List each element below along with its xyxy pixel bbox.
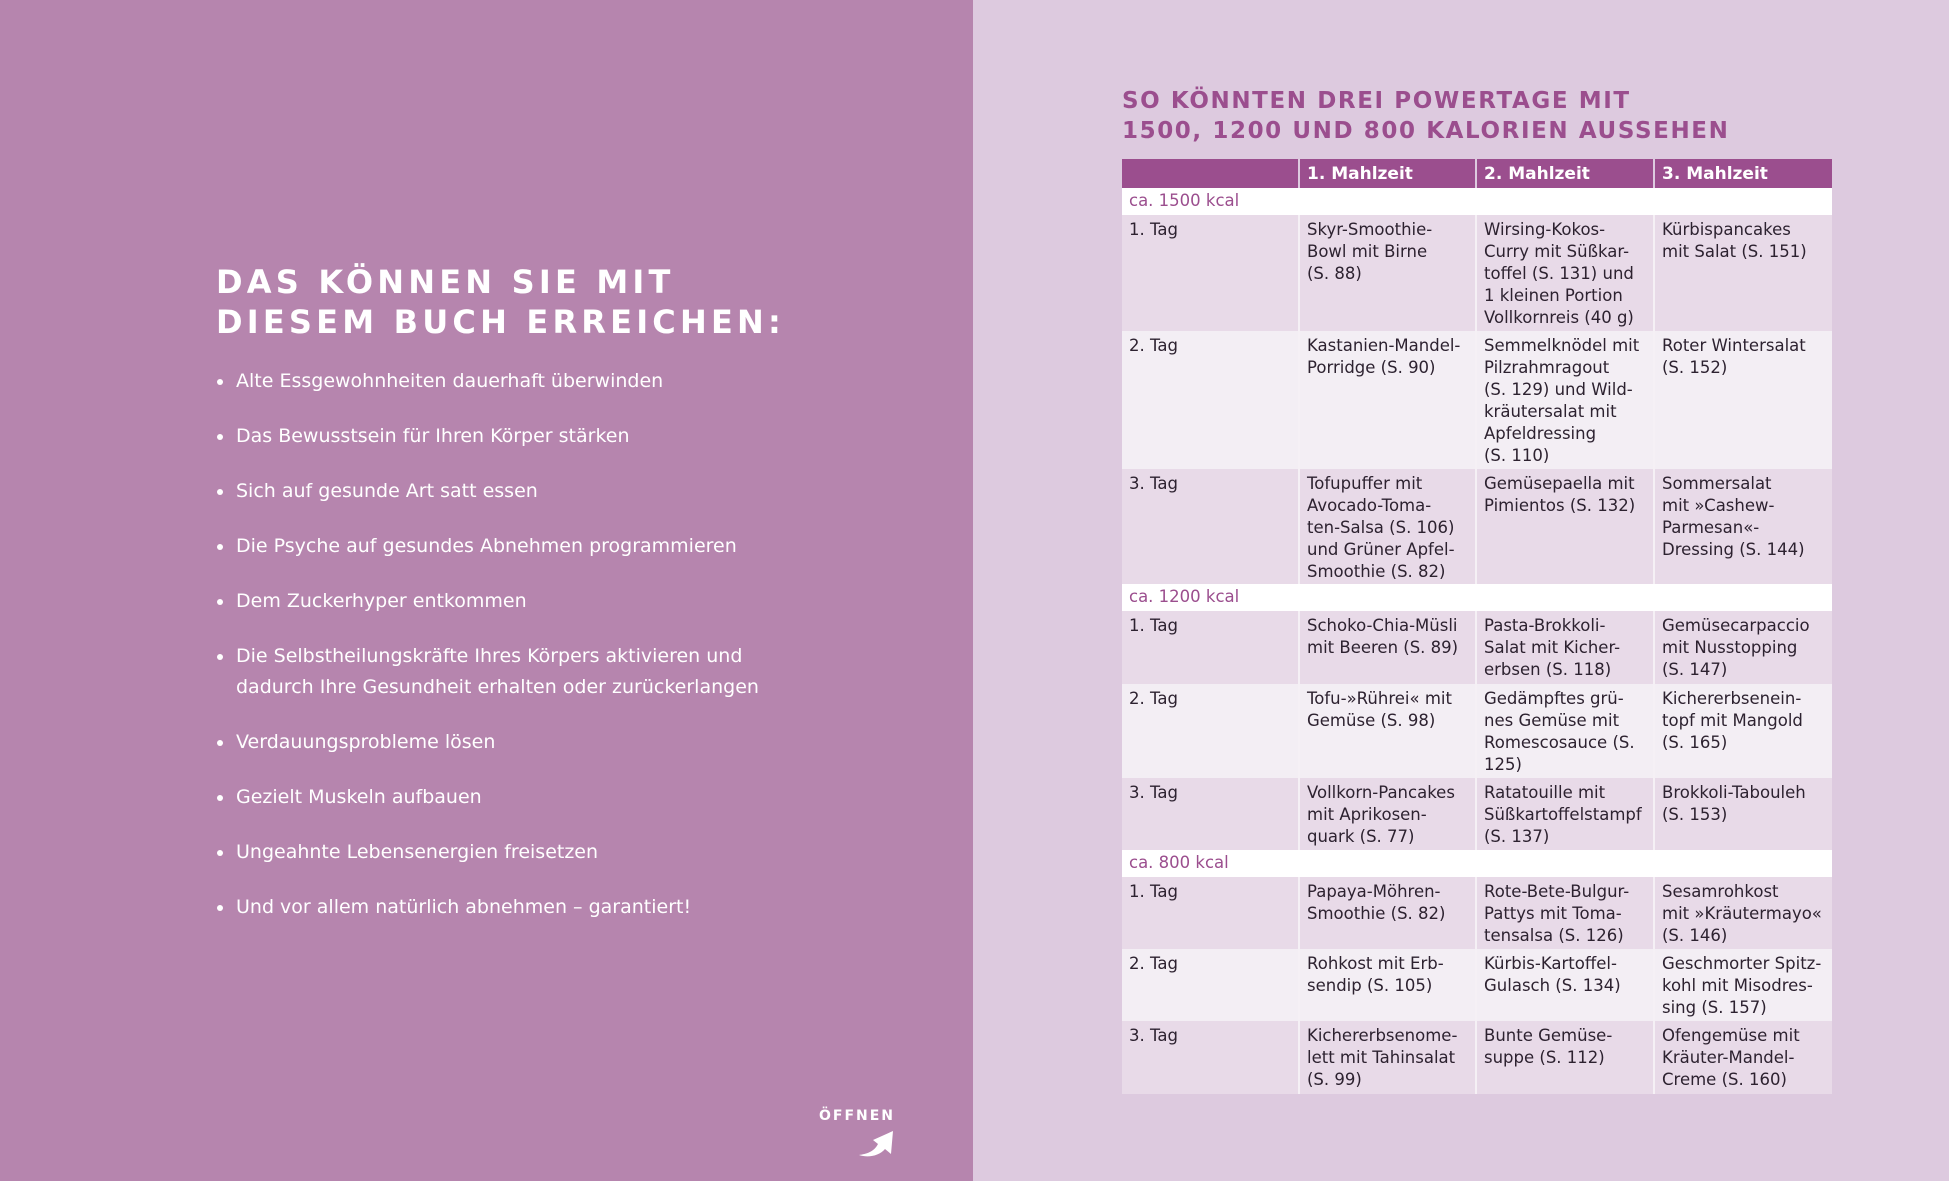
header-cell-meal-1: 1. Mahlzeit (1299, 159, 1476, 188)
left-page (0, 0, 973, 1181)
meal-cell: Sesamrohkost mit »Kräutermayo« (S. 146) (1654, 877, 1832, 949)
meal-cell: Pasta-Brokkoli- Salat mit Kicher- erbsen (S. 118) (1476, 611, 1654, 684)
bullet-icon (217, 905, 223, 911)
bullet-icon (217, 654, 223, 660)
group-label: ca. 1200 kcal (1122, 584, 1832, 611)
heading-line: DIESEM BUCH ERREICHEN: (216, 303, 786, 341)
benefit-text: Dem Zuckerhyper entkommen (236, 590, 527, 612)
meal-cell: Bunte Gemüse- suppe (S. 112) (1476, 1021, 1654, 1094)
day-cell: 2. Tag (1122, 949, 1299, 1021)
day-cell: 3. Tag (1122, 469, 1299, 584)
bullet-icon (217, 379, 223, 385)
benefit-item (216, 531, 776, 562)
meal-cell: Skyr-Smoothie- Bowl mit Birne (S. 88) (1299, 215, 1476, 331)
bullet-icon (217, 850, 223, 856)
bullet-icon (217, 740, 223, 746)
benefits-list (216, 366, 776, 947)
meal-cell: Papaya-Möhren- Smoothie (S. 82) (1299, 877, 1476, 949)
group-row-800 (1122, 850, 1832, 877)
meal-cell: Kastanien-Mandel- Porridge (S. 90) (1299, 331, 1476, 469)
header-cell-day (1122, 159, 1299, 188)
meal-cell: Kürbispancakes mit Salat (S. 151) (1654, 215, 1832, 331)
meal-cell: Gemüsepaella mit Pimientos (S. 132) (1476, 469, 1654, 584)
meal-plan-title (1122, 86, 1729, 146)
benefit-text: Ungeahnte Lebensenergien freisetzen (236, 841, 599, 863)
meal-cell: Wirsing-Kokos- Curry mit Süßkar- toffel (S. 131) und 1 kleinen Portion Vollkornreis (40 g) (1476, 215, 1654, 331)
table-row (1122, 778, 1832, 850)
header-cell-meal-2: 2. Mahlzeit (1476, 159, 1654, 188)
benefit-text: Die Selbstheilungskräfte Ihres Körpers aktivieren und dadurch Ihre Gesundheit erhalten oder zurückerlangen (236, 645, 759, 698)
day-cell: 3. Tag (1122, 778, 1299, 850)
title-line: SO KÖNNTEN DREI POWERTAGE MIT (1122, 88, 1631, 114)
table-row (1122, 877, 1832, 949)
benefit-item (216, 892, 776, 923)
meal-cell: Kürbis-Kartoffel- Gulasch (S. 134) (1476, 949, 1654, 1021)
meal-cell: Sommersalat mit »Cashew- Parmesan«- Dressing (S. 144) (1654, 469, 1832, 584)
benefit-item (216, 837, 776, 868)
day-cell: 2. Tag (1122, 684, 1299, 778)
benefit-item (216, 727, 776, 758)
meal-cell: Tofu-»Rührei« mit Gemüse (S. 98) (1299, 684, 1476, 778)
benefit-item (216, 782, 776, 813)
benefit-text: Das Bewusstsein für Ihren Körper stärken (236, 425, 630, 447)
meal-cell: Schoko-Chia-Müsli mit Beeren (S. 89) (1299, 611, 1476, 684)
bullet-icon (217, 795, 223, 801)
bullet-icon (217, 489, 223, 495)
meal-cell: Rohkost mit Erb- sendip (S. 105) (1299, 949, 1476, 1021)
table-header-row (1122, 159, 1832, 188)
header-cell-meal-3: 3. Mahlzeit (1654, 159, 1832, 188)
table-row (1122, 949, 1832, 1021)
meal-cell: Roter Wintersalat (S. 152) (1654, 331, 1832, 469)
table-row (1122, 469, 1832, 584)
meal-cell: Rote-Bete-Bulgur- Pattys mit Toma- tensalsa (S. 126) (1476, 877, 1654, 949)
bullet-icon (217, 434, 223, 440)
group-row-1500 (1122, 188, 1832, 215)
day-cell: 1. Tag (1122, 215, 1299, 331)
day-cell: 3. Tag (1122, 1021, 1299, 1094)
meal-cell: Semmelknödel mit Pilzrahmragout (S. 129) und Wild- kräutersalat mit Apfeldressing (S. 110) (1476, 331, 1654, 469)
table-row (1122, 611, 1832, 684)
bullet-icon (217, 599, 223, 605)
heading-line: DAS KÖNNEN SIE MIT (216, 263, 675, 301)
meal-cell: Gedämpftes grü- nes Gemüse mit Romescosauce (S. 125) (1476, 684, 1654, 778)
table-row (1122, 215, 1832, 331)
open-label: ÖFFNEN (818, 1108, 896, 1124)
meal-cell: Ratatouille mit Süßkartoffelstampf (S. 137) (1476, 778, 1654, 850)
meal-cell: Kichererbsenome- lett mit Tahinsalat (S. 99) (1299, 1021, 1476, 1094)
table-row (1122, 1021, 1832, 1094)
meal-cell: Kichererbsenein- topf mit Mangold (S. 165) (1654, 684, 1832, 778)
day-cell: 1. Tag (1122, 611, 1299, 684)
meal-cell: Brokkoli-Tabouleh (S. 153) (1654, 778, 1832, 850)
benefit-item (216, 641, 776, 703)
benefit-text: Alte Essgewohnheiten dauerhaft überwinden (236, 370, 664, 392)
benefit-text: Gezielt Muskeln aufbauen (236, 786, 482, 808)
meal-cell: Ofengemüse mit Kräuter-Mandel- Creme (S. 160) (1654, 1021, 1832, 1094)
benefit-text: Verdauungsprobleme lösen (236, 731, 496, 753)
benefit-item (216, 586, 776, 617)
benefit-item (216, 366, 776, 397)
table-row (1122, 684, 1832, 778)
group-row-1200 (1122, 584, 1832, 611)
benefit-item (216, 476, 776, 507)
group-label: ca. 1500 kcal (1122, 188, 1832, 215)
benefits-heading (216, 262, 785, 342)
benefit-text: Sich auf gesunde Art satt essen (236, 480, 538, 502)
meal-cell: Tofupuffer mit Avocado-Toma- ten-Salsa (S. 106) und Grüner Apfel- Smoothie (S. 82) (1299, 469, 1476, 584)
day-cell: 1. Tag (1122, 877, 1299, 949)
benefit-text: Und vor allem natürlich abnehmen – garantiert! (236, 896, 692, 918)
benefit-text: Die Psyche auf gesundes Abnehmen programmieren (236, 535, 737, 557)
benefit-item (216, 421, 776, 452)
bullet-icon (217, 544, 223, 550)
meal-cell: Vollkorn-Pancakes mit Aprikosen- quark (S. 77) (1299, 778, 1476, 850)
title-line: 1500, 1200 UND 800 KALORIEN AUSSEHEN (1122, 118, 1730, 144)
curved-arrow-up-right-icon (858, 1130, 894, 1158)
meal-cell: Geschmorter Spitz- kohl mit Misodres- sing (S. 157) (1654, 949, 1832, 1021)
meal-cell: Gemüsecarpaccio mit Nusstopping (S. 147) (1654, 611, 1832, 684)
group-label: ca. 800 kcal (1122, 850, 1832, 877)
meal-plan-table (1122, 159, 1832, 1094)
open-button[interactable] (816, 1108, 898, 1164)
table-row (1122, 331, 1832, 469)
day-cell: 2. Tag (1122, 331, 1299, 469)
